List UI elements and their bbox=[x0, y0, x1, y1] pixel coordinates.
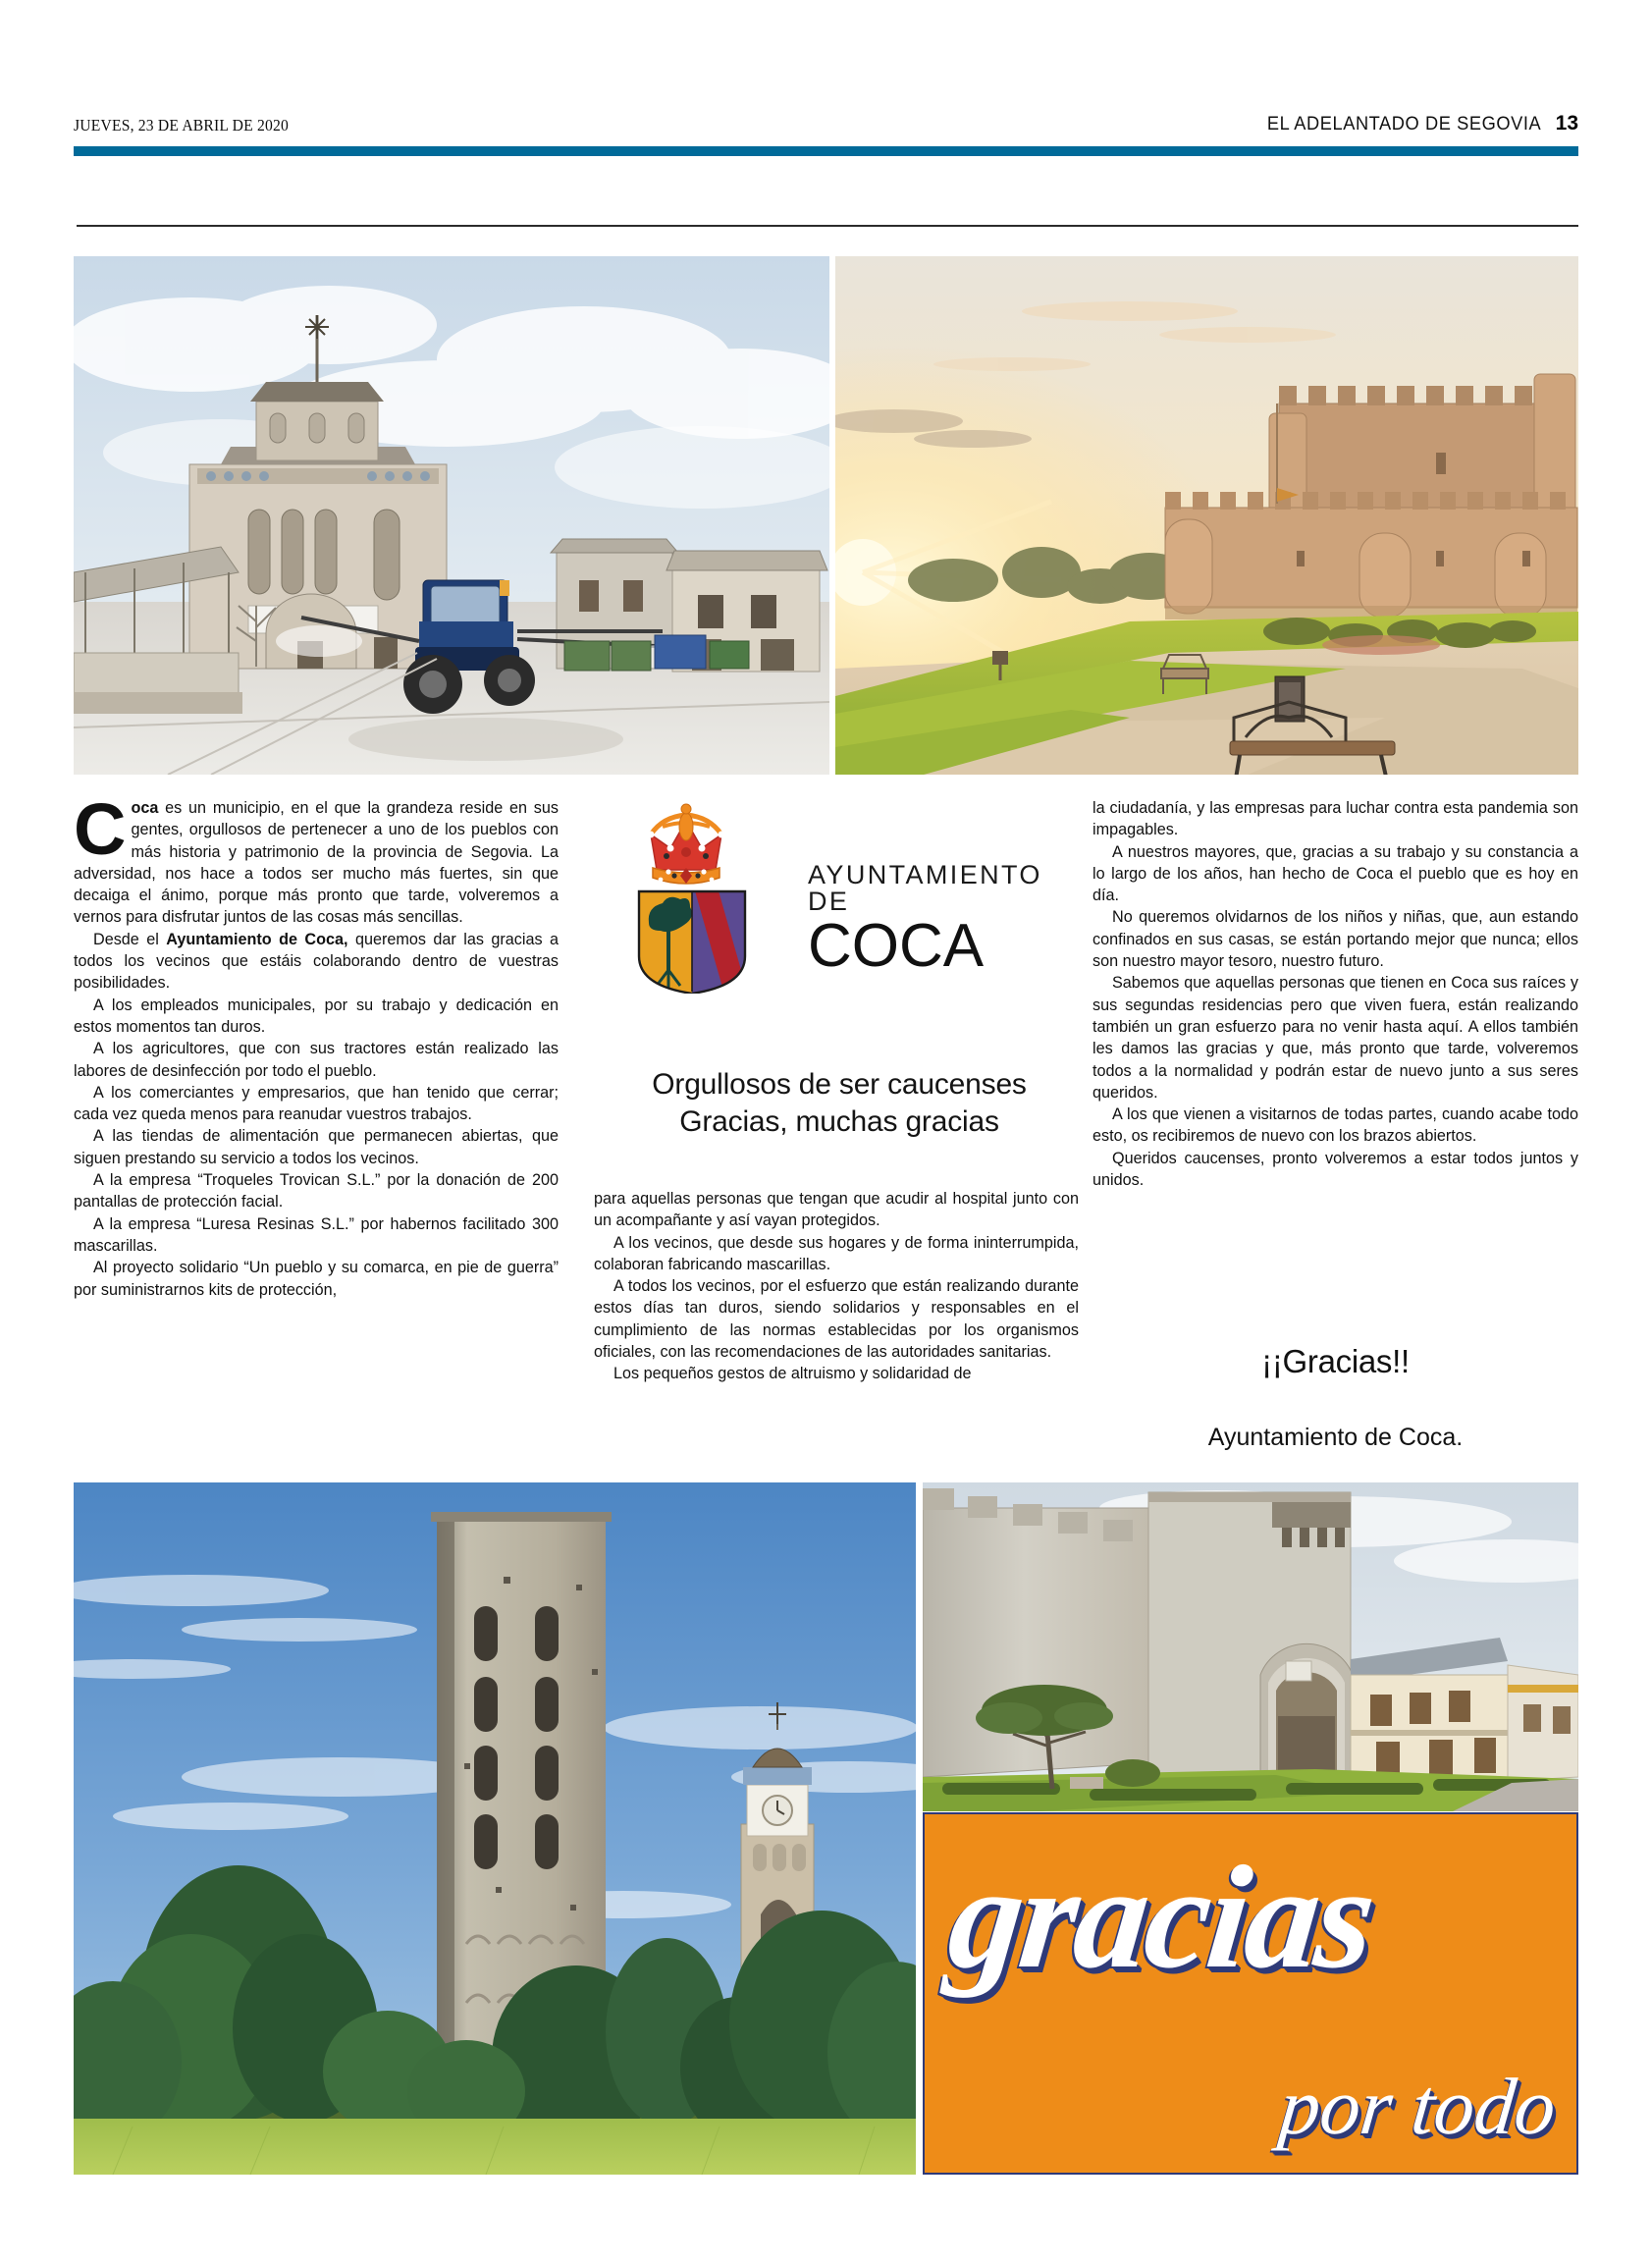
closing-block bbox=[1092, 1343, 1578, 1452]
headline bbox=[594, 1066, 1085, 1141]
gracias-word: gracias bbox=[941, 1836, 1380, 1999]
paragraph: A los empleados municipales, por su trabajo y dedicación en estos momentos tan duros. bbox=[74, 996, 559, 1036]
article-column-3 bbox=[1092, 797, 1578, 1191]
paragraph: A la empresa “Troqueles Trovican S.L.” por la donación de 200 pantallas de protección facial. bbox=[74, 1171, 559, 1211]
photo-town-wall-gate-art bbox=[923, 1482, 1578, 1811]
photo-mudejar-tower-art bbox=[74, 1482, 916, 2175]
masthead bbox=[74, 110, 1578, 135]
photo-mudejar-tower bbox=[74, 1482, 916, 2175]
coat-of-arms-svg bbox=[623, 797, 820, 994]
gracias-banner bbox=[923, 1812, 1578, 2175]
drop-cap: C bbox=[74, 788, 127, 870]
photo-town-wall-gate bbox=[923, 1482, 1578, 1811]
photo-castle-sunset-art bbox=[835, 256, 1578, 775]
crown-icon bbox=[648, 804, 725, 884]
photo-plaza-tractor bbox=[74, 256, 829, 775]
paragraph: A los que vienen a visitarnos de todas partes, cuando acabe todo esto, os recibiremos de nuevo con los brazos abiertos. bbox=[1092, 1105, 1578, 1146]
article-column-2 bbox=[594, 1188, 1079, 1385]
paragraph: A la empresa “Luresa Resinas S.L.” por habernos facilitado 300 mascarillas. bbox=[74, 1214, 559, 1255]
paragraph: para aquellas personas que tengan que acudir al hospital junto con un acompañante y así vayan protegidos. bbox=[594, 1190, 1079, 1230]
paragraph-pre: Desde el bbox=[93, 930, 167, 948]
paragraph: Sabemos que aquellas personas que tienen en Coca sus raíces y sus segundas residencias pero que viven fuera, están realizando también un gran esfuerzo para no venir hasta aquí. A ellos también les damos las gracias y que, más pronto que tarde, volveremos todos a la normalidad y podrán estar de nuevo junto a sus seres queridos. bbox=[1092, 974, 1578, 1102]
article-column-1 bbox=[74, 788, 560, 1301]
closing-signature: Ayuntamiento de Coca. bbox=[1207, 1424, 1464, 1451]
paragraph: A los vecinos, que desde sus hogares y de forma ininterrumpida, colaboran fabricando mascarillas. bbox=[594, 1233, 1079, 1273]
paragraph: A los comerciantes y empresarios, que han tenido que cerrar; cada vez queda menos para reanudar vuestros trabajos. bbox=[74, 1083, 559, 1124]
shield-shape bbox=[639, 888, 749, 994]
paragraph-bold: Ayuntamiento de Coca, bbox=[166, 930, 348, 948]
lead-bold: oca bbox=[131, 799, 159, 817]
paragraph: No queremos olvidarnos de los niños y niñas, que, aun estando confinados en sus casas, se están portando mejor que nunca; ellos son nuestro mayor tesoro, nuestro futuro. bbox=[1092, 908, 1578, 971]
logo-line-coca: COCA bbox=[808, 912, 985, 980]
paragraph bbox=[74, 788, 559, 929]
masthead-date: JUEVES, 23 DE ABRIL DE 2020 bbox=[74, 116, 290, 135]
paragraph-post: queremos dar las gracias a todos los vecinos que estáis colaborando dentro de vuestras posibilidades. bbox=[74, 930, 560, 993]
paragraph: Queridos caucenses, pronto volveremos a estar todos juntos y unidos. bbox=[1092, 1149, 1578, 1190]
paragraph: la ciudadanía, y las empresas para luchar contra esta pandemia son impagables. bbox=[1092, 799, 1578, 839]
header-thin-rule bbox=[77, 225, 1578, 227]
gracias-subtitle: por todo bbox=[1275, 2062, 1561, 2151]
logo-text bbox=[808, 860, 1085, 980]
photo-castle-sunset bbox=[835, 256, 1578, 775]
paragraph: Los pequeños gestos de altruismo y solidaridad de bbox=[613, 1365, 972, 1383]
closing-thanks: ¡¡Gracias!! bbox=[1261, 1343, 1410, 1379]
header-blue-rule bbox=[74, 146, 1578, 156]
page-number: 13 bbox=[1555, 112, 1578, 135]
publication-title: EL ADELANTADO DE SEGOVIA bbox=[1266, 114, 1541, 135]
paragraph bbox=[74, 929, 559, 995]
paragraph: A los agricultores, que con sus tractores están realizado las labores de desinfección por todo el pueblo. bbox=[74, 1040, 559, 1080]
headline-line-2: Gracias, muchas gracias bbox=[679, 1105, 999, 1138]
masthead-right-group bbox=[1261, 112, 1578, 135]
paragraph: Al proyecto solidario “Un pueblo y su comarca, en pie de guerra” por suministrarnos kits de protección, bbox=[74, 1259, 559, 1299]
paragraph: A todos los vecinos, por el esfuerzo que están realizando durante estos días tan duros, siendo solidarios y responsables en el cumplimiento de las normas establecidas por los organismos oficiales, con las recomendaciones de las autoridades sanitarias. bbox=[594, 1277, 1079, 1362]
paragraph-text: es un municipio, en el que la grandeza reside en sus gentes, orgullosos de pertenecer a uno de los pueblos con más historia y patrimonio de la provincia de Segovia. La adversidad, nos hace a todos ser mucho más fuertes, sin que decaiga el ánimo, porque más pronto que tarde, volveremos a vernos para disfrutar juntos de las cosas más sencillas. bbox=[74, 799, 559, 927]
logo-line-ayuntamiento: AYUNTAMIENTO DE bbox=[808, 860, 1042, 916]
headline-line-1: Orgullosos de ser caucenses bbox=[652, 1068, 1027, 1101]
photo-plaza-tractor-art bbox=[74, 256, 829, 775]
paragraph: A las tiendas de alimentación que permanecen abiertas, que siguen prestando su servicio a todos los vecinos. bbox=[74, 1127, 559, 1167]
paragraph: A nuestros mayores, que, gracias a su trabajo y su constancia a lo largo de los años, han hecho de Coca el pueblo que es hoy en día. bbox=[1092, 842, 1578, 905]
